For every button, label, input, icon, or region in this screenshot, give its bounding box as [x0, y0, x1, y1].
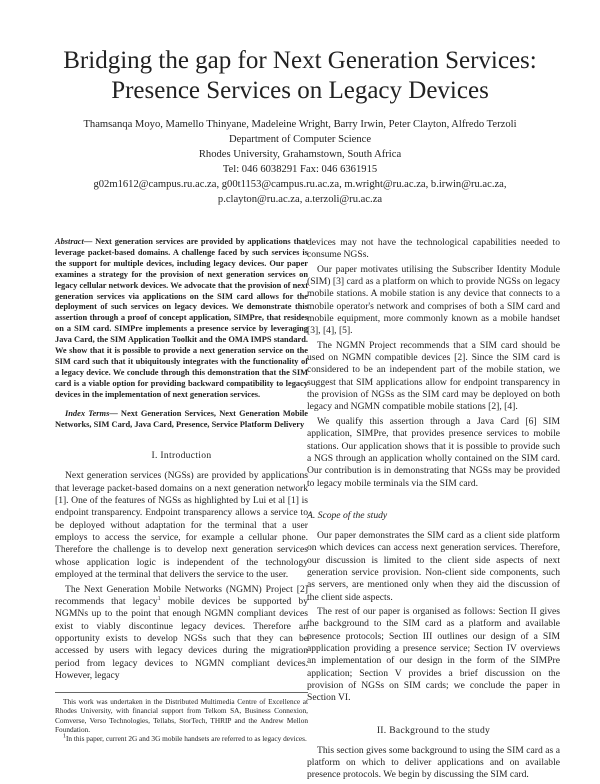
left-column — [55, 237, 308, 743]
author-department: Department of Computer Science — [228, 134, 372, 145]
scope-paragraph-2: The rest of our paper is organised as follows: Section II gives the background to the SIM card as a platform and available presence protocols; Section III outlines our design of a SIM application providing a presence service; Section IV overviews an implementation of our design in the form of the SIMPre application; Section V provides a brief discussion on the provision of NGSs on SIM cards; we conclude the paper in Section VI. — [307, 605, 560, 704]
funding-footnote: This work was undertaken in the Distributed Multimedia Centre of Excellence at Rhodes University, with financial support from Telkom SA, Business Connexion, Comverse, Verso Technologies, Tellabs, StorTech, THRIP and the Andrew Mellon Foundation. — [55, 697, 308, 734]
intro-paragraph-5: We qualify this assertion through a Java Card [6] SIM application, SIMPre, that provides presence services to mobile stations. Our application shows that it is possible to provide such a NGS through an application wholly contained on the SIM card. Our contribution is in demonstrating that NGSs may be provided to legacy mobile terminals via the SIM card. — [307, 415, 560, 489]
title-line-2: Presence Services on Legacy Devices — [111, 77, 489, 104]
title-line-1: Bridging the gap for Next Generation Services: — [63, 47, 537, 74]
intro-paragraph-2-start: The Next Generation Mobile Networks (NGMN) Project [2] recommends that legacy — [55, 583, 308, 607]
abstract-label: Abstract — [55, 237, 84, 246]
right-column — [307, 237, 560, 784]
intro-paragraph-4: The NGMN Project recommends that a SIM card should be used on NGMN compatible devices [2]. Since the SIM card is considered to be an independent part of the mobile station, we suggest that SIM applications allow for endpoint transparency in the provision of NGSs as the SIM card may be deployed on both legacy and NGMN compatible mobile stations [2], [4]. — [307, 339, 560, 413]
background-paragraph-1: This section gives some background to using the SIM card as a platform on which to deliver applications and on available presence protocols. We begin by discussing the SIM card. — [307, 744, 560, 781]
author-block — [20, 117, 580, 207]
index-terms-text: — Next Generation Services, Next Generation Mobile Networks, SIM Card, Java Card, Presence, Service Platform Delivery — [55, 408, 308, 429]
index-terms-label: Index Terms — [65, 408, 110, 418]
author-phone: Tel: 046 6038291 Fax: 046 6361915 — [222, 164, 378, 175]
footnote-1-text: In this paper, current 2G and 3G mobile handsets are referred to as legacy devices. — [66, 734, 307, 744]
intro-paragraph-2-continued: devices may not have the technological capabilities needed to consume NGSs. — [307, 237, 560, 261]
author-emails-line-2: p.clayton@ru.ac.za, a.terzoli@ru.ac.za — [217, 194, 383, 205]
intro-paragraph-2 — [55, 584, 308, 683]
footnote-1-mark: 1 — [63, 733, 66, 740]
subsection-heading-scope: A. Scope of the study — [307, 509, 388, 521]
author-emails-line-1: g02m1612@campus.ru.ac.za, g00t1153@campus.ru.ac.za, m.wright@ru.ac.za, b.irwin@ru.ac.za, — [93, 179, 507, 190]
section-heading-background: II. Background to the study — [376, 724, 491, 736]
author-names: Thamsanqa Moyo, Mamello Thinyane, Madeleine Wright, Barry Irwin, Peter Clayton, Alfredo Terzoli — [83, 119, 517, 130]
section-heading-introduction: I. Introduction — [151, 450, 212, 462]
index-terms — [55, 409, 308, 431]
footnote-divider — [55, 692, 308, 693]
intro-paragraph-2-end: mobile devices be supported by NGMNs up to the point that enough NGMN compliant devices exist to viably discontinue legacy devices. Therefore an opportunity exists to develop NGSs such that they can be accessed by users with legacy devices during the migration period from legacy devices to NGMN compliant devices. However, legacy — [55, 595, 308, 681]
footnote-1 — [55, 734, 308, 743]
paper-title — [30, 46, 570, 106]
footnote-ref-1: 1 — [157, 595, 161, 602]
author-university: Rhodes University, Grahamstown, South Africa — [198, 149, 402, 160]
intro-paragraph-1: Next generation services (NGSs) are provided by applications that leverage packet-based domains on a next generation network [1]. One of the features of NGSs as highlighted by Lui et al [1] is endpoint transparency. Endpoint transparency allows a service to be deployed without adaptation for the terminal that a user employs to access the service, for example a cellular phone. Therefore the challenge is to develop next generation services whose application logic is independent of the technology employed at the terminal that delivers the service to the user. — [55, 470, 308, 581]
abstract-text: — Next generation services are provided by applications that leverage packet-based domains. A challenge faced by such services is the support for multiple devices, including legacy devices. Our paper examines a strategy for the provision of next generation services on legacy cellular network devices. We advocate that the provision of next generation services via applications on the SIM card allows for the deployment of such services on legacy devices. We demonstrate this assertion through a proof of concept application, SIMPre, that resides on a SIM card. SIMPre implements a presence service by leveraging Java Card, the SIM Application Toolkit and the OMA IMPS standard. We show that it is possible to provide a next generation service on the SIM card such that it ubiquitously integrates with the functionality of a legacy device. We conclude through this demonstration that the SIM card is a viable option for providing backward compatibility to legacy devices in the implementation of next generation services. — [55, 237, 308, 399]
intro-paragraph-3: Our paper motivates utilising the Subscriber Identity Module (SIM) [3] card as a platform on which to provide NGSs on legacy mobile stations. A mobile station is any device that connects to a mobile operator's network and comprises of both a SIM card and mobile equipment, more commonly known as a mobile handset [3], [4], [5]. — [307, 263, 560, 337]
scope-paragraph-1: Our paper demonstrates the SIM card as a client side platform on which devices can access next generation services. Therefore, our discussion is limited to the client side aspects of next generation service provision. Non-client side components, such as servers, are mentioned only when they aid the discussion of the client side aspects. — [307, 529, 560, 603]
abstract — [55, 237, 308, 401]
